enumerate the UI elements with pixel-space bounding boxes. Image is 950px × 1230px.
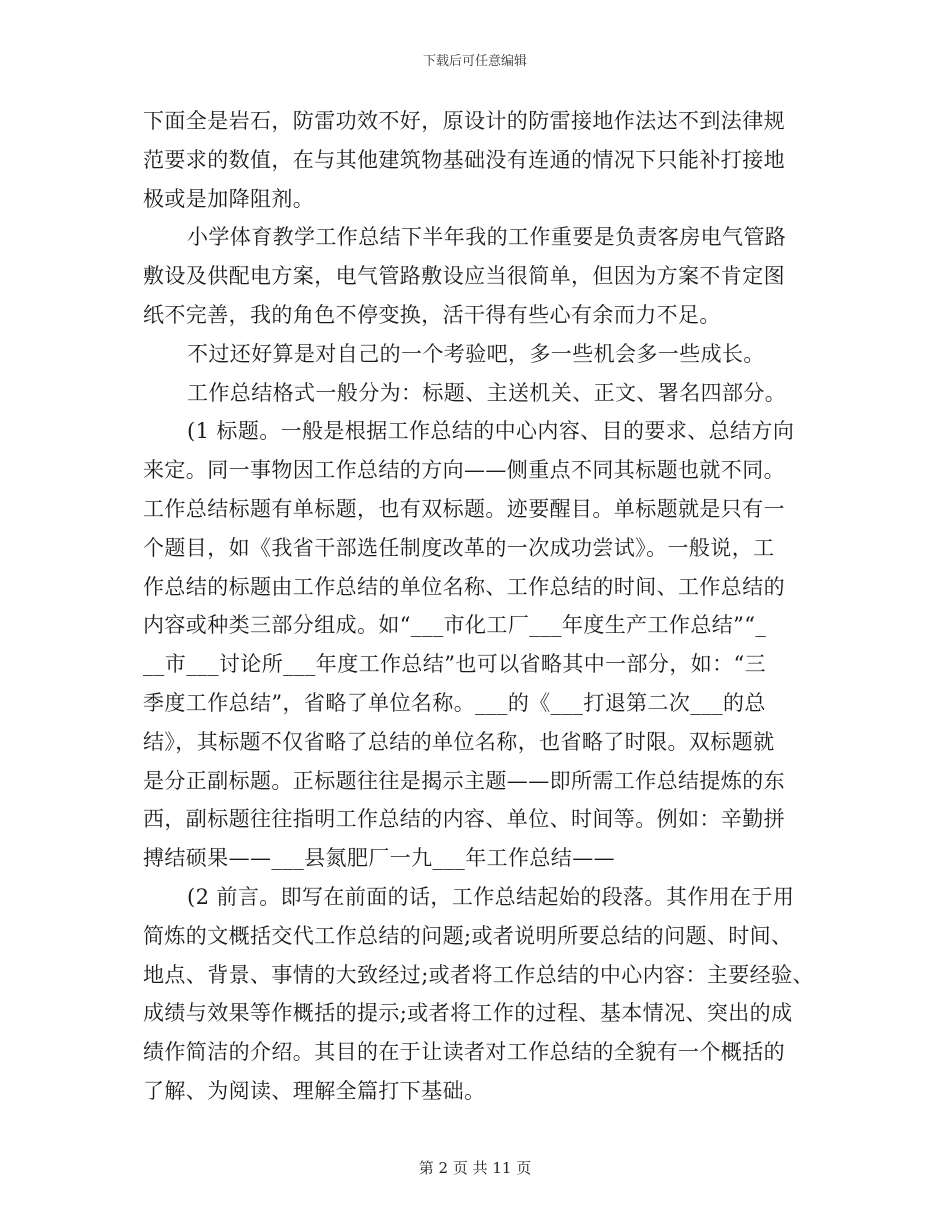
text-line: 工作总结标题有单标题，也有双标题。迹要醒目。单标题就是只有一: [143, 496, 785, 521]
text-line: (1 标题。一般是根据工作总结的中心内容、目的要求、总结方向: [187, 419, 795, 444]
text-line: 结》，其标题不仅省略了总结的单位名称，也省略了时限。双标题就: [143, 729, 775, 754]
text-line: 了解、为阅读、理解全篇打下基础。: [143, 1078, 486, 1103]
text-line: 绩作简洁的介绍。其目的在于让读者对工作总结的全貌有一个概括的: [143, 1040, 785, 1065]
text-line: 小学体育教学工作总结下半年我的工作重要是负责客房电气管路: [187, 225, 787, 250]
text-line: __市___讨论所___年度工作总结”也可以省略其中一部分，如：“三: [143, 652, 767, 677]
text-line: 内容或种类三部分组成。如“___市化工厂___年度生产工作总结”“_: [143, 613, 767, 638]
text-line: 成绩与效果等作概括的提示;或者将工作的过程、基本情况、突出的成: [143, 1001, 793, 1026]
text-line: 纸不完善，我的角色不停变换，活干得有些心有余而力不足。: [143, 302, 721, 327]
page-number-footer: 第 2 页 共 11 页: [418, 1159, 532, 1177]
text-line: 个题目，如《我省干部选任制度改革的一次成功尝试》。一般说，工: [143, 535, 775, 560]
text-line: 不过还好算是对自己的一个考验吧，多一些机会多一些成长。: [187, 341, 765, 366]
text-line: 范要求的数值，在与其他建筑物基础没有连通的情况下只能补打接地: [143, 147, 785, 172]
text-line: (2 前言。即写在前面的话，工作总结起始的段落。其作用在于用: [187, 884, 795, 909]
text-line: 作总结的标题由工作总结的单位名称、工作总结的时间、工作总结的: [143, 574, 785, 599]
text-line: 下面全是岩石，防雷功效不好，原设计的防雷接地作法达不到法律规: [143, 109, 785, 133]
text-line: 季度工作总结”，省略了单位名称。___的《___打退第二次___的总: [143, 690, 766, 715]
text-line: 简炼的文概括交代工作总结的问题;或者说明所要总结的问题、时间、: [143, 923, 793, 948]
text-line: 是分正副标题。正标题往往是揭示主题——即所需工作总结提炼的东: [143, 768, 785, 793]
text-line: 西，副标题往往指明工作总结的内容、单位、时间等。例如：辛勤拼: [143, 807, 785, 832]
text-line: 搏结硕果——___县氮肥厂一九___年工作总结——: [143, 846, 615, 871]
text-line: 工作总结格式一般分为：标题、主送机关、正文、署名四部分。: [187, 380, 787, 405]
document-body: [143, 102, 823, 1111]
page-header-note: 下载后可任意编辑: [422, 54, 527, 69]
text-line: 来定。同一事物因工作总结的方向——侧重点不同其标题也就不同。: [143, 458, 785, 483]
text-line: 敷设及供配电方案，电气管路敷设应当很简单，但因为方案不肯定图: [143, 264, 785, 289]
text-line: 极或是加降阻剂。: [143, 186, 315, 211]
text-line: 地点、背景、事情的大致经过;或者将工作总结的中心内容：主要经验、: [143, 962, 814, 987]
